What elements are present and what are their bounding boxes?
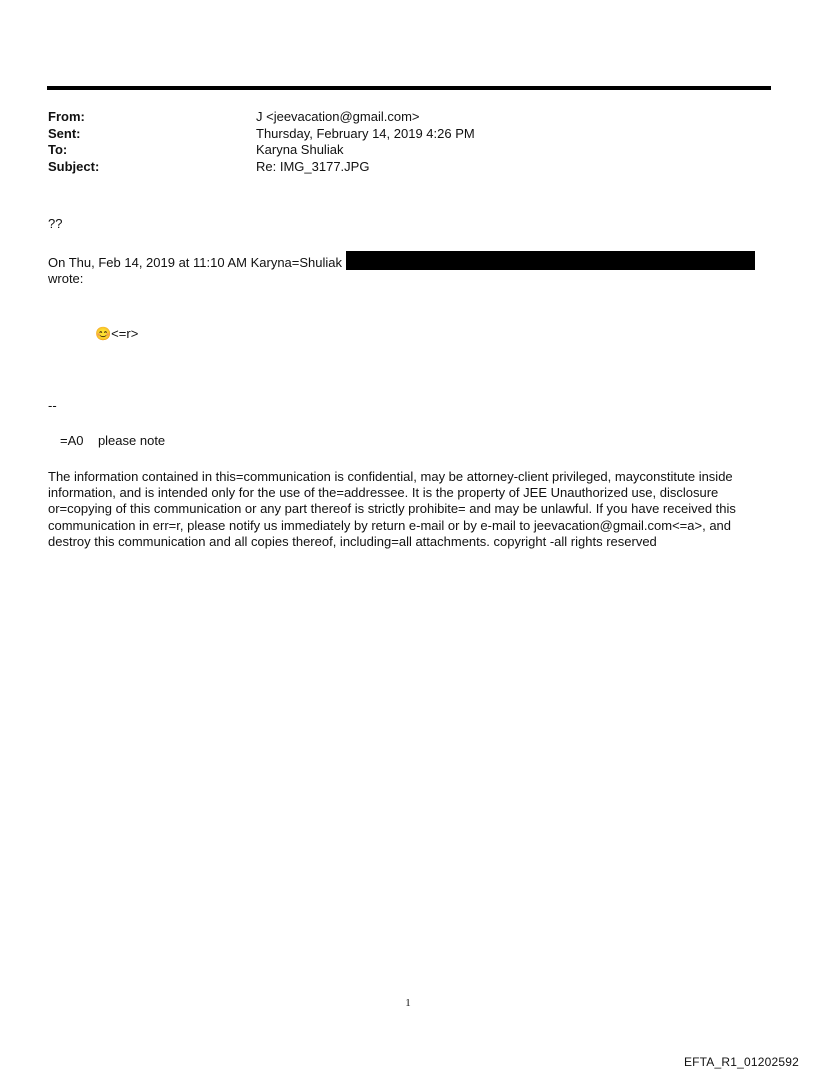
sent-label: Sent:: [48, 125, 81, 141]
sent-row: [48, 126, 748, 143]
signature-separator: --: [48, 398, 57, 413]
to-value: Karyna Shuliak: [256, 142, 344, 157]
disclaimer-paragraph: The information contained in this=communication is confidential, may be attorney-client privileged, mayconstitute inside information, and is intended only for the use of the=addressee. It is the property of JEE Unauthorized use, disclosure or=copying of this communication or any part thereof is strictly prohibite= and may be unlawful. If you have received this communication in err=r, please notify us immediately by return e-mail or by e-mail to jeevacation@gmail.com<=a>, and destroy this communication and all copies thereof, including=all attachments. copyright -all rights reserved: [48, 469, 736, 549]
email-header: [48, 109, 748, 175]
sent-value: Thursday, February 14, 2019 4:26 PM: [256, 125, 475, 141]
from-value: J <jeevacation@gmail.com>: [256, 109, 420, 124]
reply-text: ??: [48, 216, 63, 231]
from-row: [48, 109, 748, 126]
quote-intro: On Thu, Feb 14, 2019 at 11:10 AM Karyna=Shuliak: [48, 255, 343, 270]
subject-row: [48, 159, 748, 176]
subject-value: Re: IMG_3177.JPG: [256, 158, 370, 174]
from-label: From:: [48, 109, 85, 124]
quoted-content: 😊<=r>: [95, 326, 139, 341]
to-label: To:: [48, 142, 68, 157]
note-line: =A0 please note: [60, 433, 166, 448]
quote-wrote: wrote:: [48, 271, 84, 286]
header-divider-rule: [47, 86, 771, 90]
redaction-block: [346, 251, 755, 270]
subject-label: Subject:: [48, 158, 100, 174]
bates-number: EFTA_R1_01202592: [683, 1055, 799, 1069]
page-number: 1: [405, 997, 411, 1009]
to-row: [48, 142, 748, 159]
